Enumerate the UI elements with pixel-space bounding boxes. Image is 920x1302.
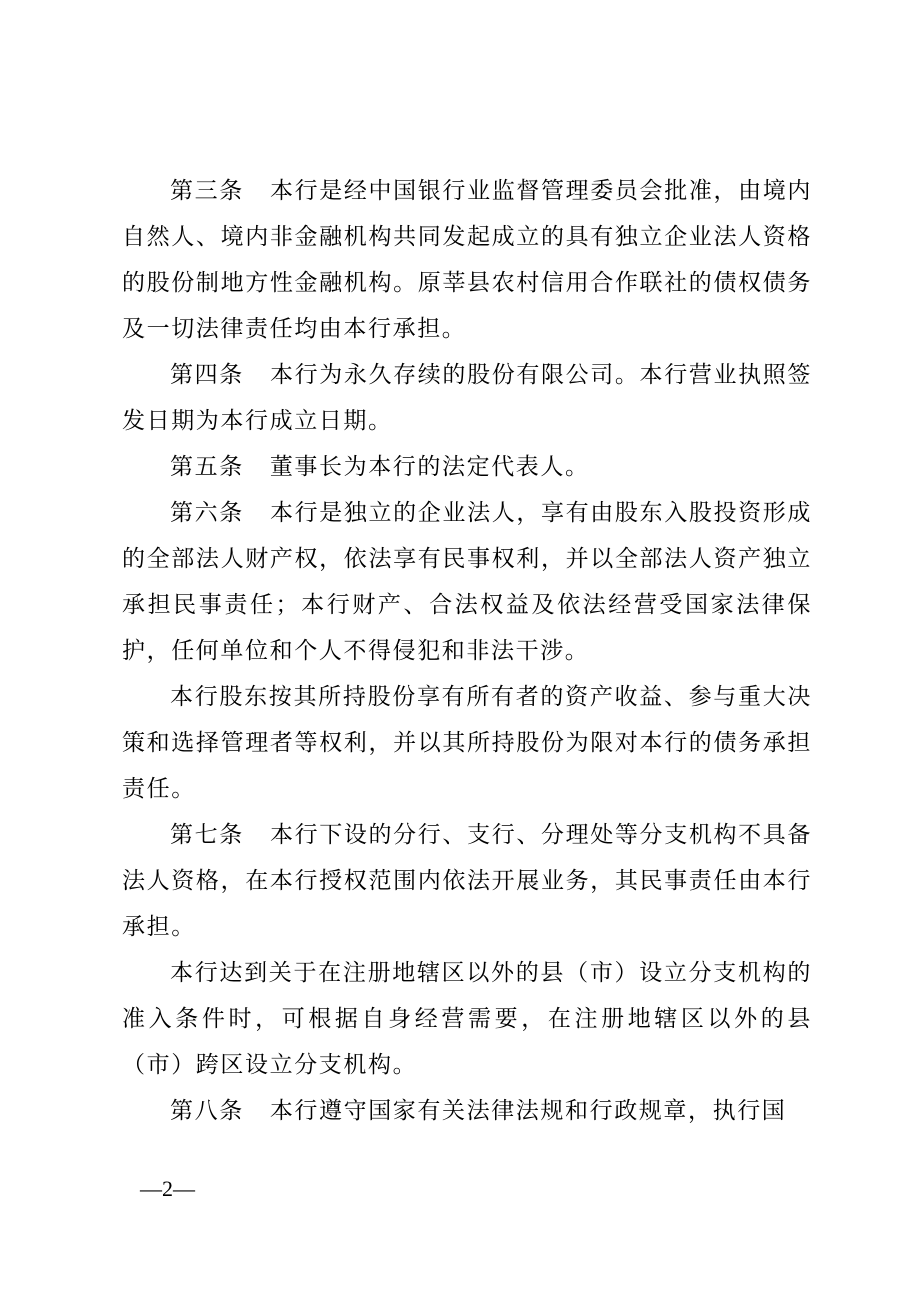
article-number: 第三条: [170, 178, 244, 204]
article-text: 本行是独立的企业法人，享有由股东入股投资形成的全部法人财产权，依法享有民事权利，并以全部法人资产独立承担民事责任；本行财产、合法权益及依法经营受国家法律保护，任何单位和个人不得侵犯和非法干涉。: [122, 500, 812, 664]
article-number: 第四条: [170, 362, 244, 388]
document-body: [122, 168, 812, 1134]
article-number: 第六条: [170, 500, 244, 526]
paragraph-article-7-cont: [122, 950, 812, 1088]
article-text: 本行股东按其所持股份享有所有者的资产收益、参与重大决策和选择管理者等权利，并以其所持股份为限对本行的债务承担责任。: [122, 684, 812, 802]
paragraph-article-5: [122, 444, 812, 490]
article-text: 本行遵守国家有关法律法规和行政规章，执行国: [269, 1098, 787, 1124]
paragraph-article-6-cont: [122, 674, 812, 812]
article-text: 董事长为本行的法定代表人。: [269, 454, 590, 480]
article-text: 本行达到关于在注册地辖区以外的县（市）设立分支机构的准入条件时，可根据自身经营需要，在注册地辖区以外的县（市）跨区设立分支机构。: [122, 960, 812, 1078]
page-number: —2—: [140, 1176, 195, 1201]
article-number: 第五条: [170, 454, 244, 480]
article-number: 第八条: [170, 1098, 244, 1124]
article-text: 本行是经中国银行业监督管理委员会批准，由境内自然人、境内非金融机构共同发起成立的具有独立企业法人资格的股份制地方性金融机构。原莘县农村信用合作联社的债权债务及一切法律责任均由本行承担。: [122, 178, 812, 342]
paragraph-article-8: [122, 1088, 812, 1134]
paragraph-article-3: [122, 168, 812, 352]
article-number: 第七条: [170, 822, 244, 848]
paragraph-article-6: [122, 490, 812, 674]
article-text: 本行为永久存续的股份有限公司。本行营业执照签发日期为本行成立日期。: [122, 362, 812, 434]
article-text: 本行下设的分行、支行、分理处等分支机构不具备法人资格，在本行授权范围内依法开展业务，其民事责任由本行承担。: [122, 822, 812, 940]
paragraph-article-7: [122, 812, 812, 950]
paragraph-article-4: [122, 352, 812, 444]
